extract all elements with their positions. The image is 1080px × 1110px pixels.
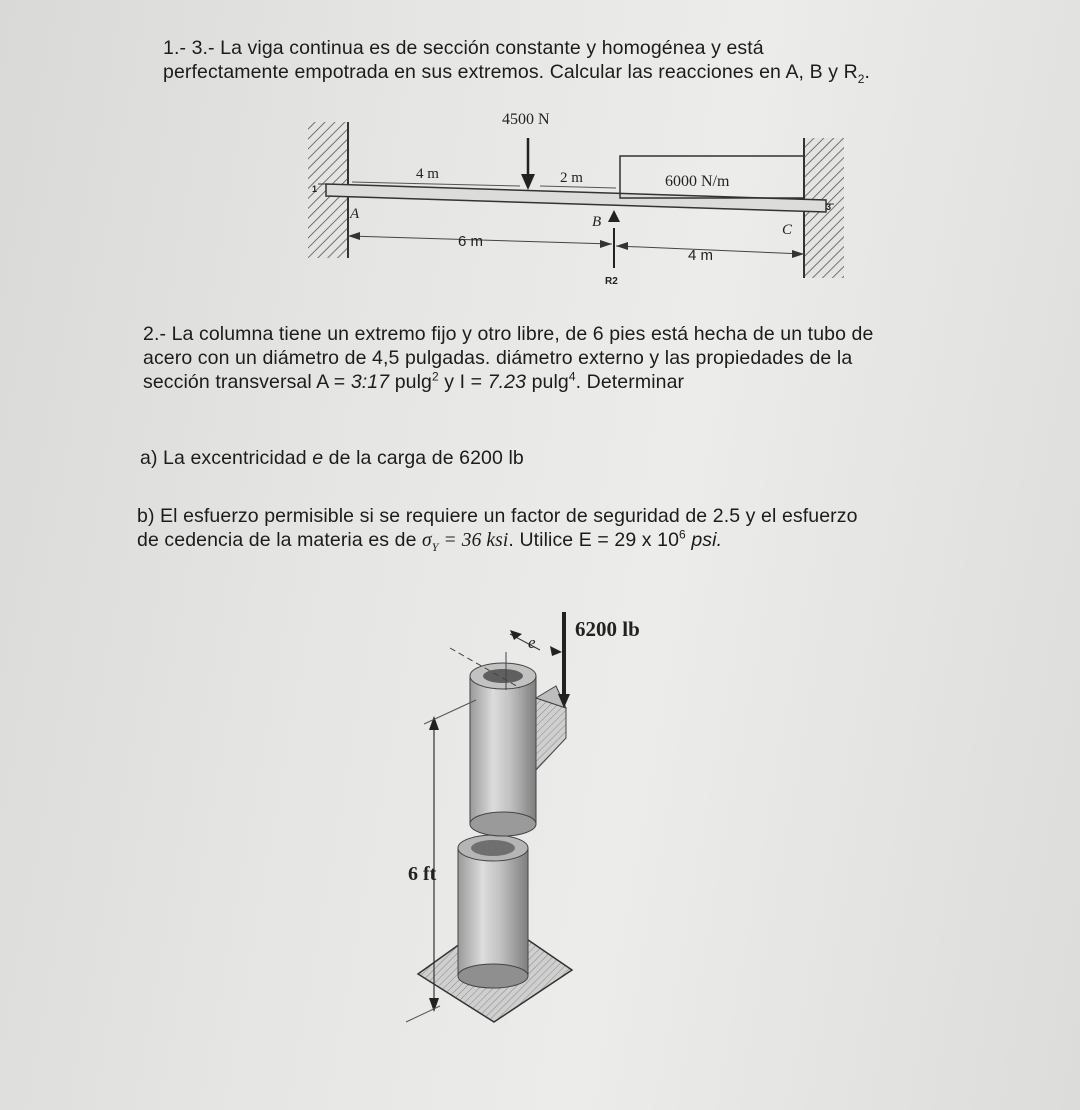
dim-4m-bottom: 4 m bbox=[688, 247, 714, 264]
column-diagram bbox=[0, 590, 1080, 1110]
problem1-text bbox=[163, 36, 870, 84]
eccentricity-label: e bbox=[528, 633, 536, 652]
height-label: 6 ft bbox=[408, 863, 437, 885]
lower-tube bbox=[458, 848, 528, 976]
load-bracket bbox=[536, 698, 566, 770]
problem1-line2: perfectamente empotrada en sus extremos. Calcular las reacciones en A, B y $R_2$. bbox=[163, 61, 871, 86]
point-load-label: 4500 N bbox=[502, 111, 550, 128]
node-3: 3 bbox=[826, 202, 832, 212]
problem2-text bbox=[143, 322, 873, 394]
dim-6m: 6 m bbox=[458, 233, 484, 250]
label-b: B bbox=[592, 214, 602, 230]
label-a: A bbox=[350, 206, 360, 222]
part-b-line2: de cedencia de la materia es de $\sigma_Y = 36$ ksi. Utilice E = 29 x $10^6$ psi. bbox=[137, 527, 723, 554]
node-1: 1 bbox=[312, 184, 318, 194]
problem2-line3: sección transversal A = 3:17 pulg$^2$ y I = 7.23 pulg$^4$. Determinar bbox=[143, 369, 685, 393]
problem2-line2: acero con un diámetro de 4,5 pulgadas. diámetro externo y las propiedades de la bbox=[143, 347, 853, 369]
distributed-load-label: 6000 N/m bbox=[665, 173, 730, 190]
dim-4m-top: 4 m bbox=[416, 166, 439, 182]
column-load-label: 6200 lb bbox=[575, 617, 640, 641]
part-b-line1: b) El esfuerzo permisible si se requiere un factor de seguridad de 2.5 y el esfuerzo bbox=[137, 505, 858, 527]
problem2-line1: 2.- La columna tiene un extremo fijo y otro libre, de 6 pies está hecha de un tubo de bbox=[143, 323, 874, 345]
point-load-arrow bbox=[521, 174, 535, 190]
part-b bbox=[137, 504, 858, 553]
support-b-arrow bbox=[608, 210, 620, 222]
dim-2m-top: 2 m bbox=[560, 170, 583, 186]
label-c: C bbox=[782, 222, 793, 238]
upper-tube bbox=[470, 676, 536, 824]
reaction-r2: R2 bbox=[605, 276, 618, 287]
problem1-line1: 1.- 3.- La viga continua es de sección constante y homogénea y está bbox=[163, 37, 764, 59]
part-a: a) La excentricidad e de la carga de 6200 lb bbox=[140, 447, 524, 469]
